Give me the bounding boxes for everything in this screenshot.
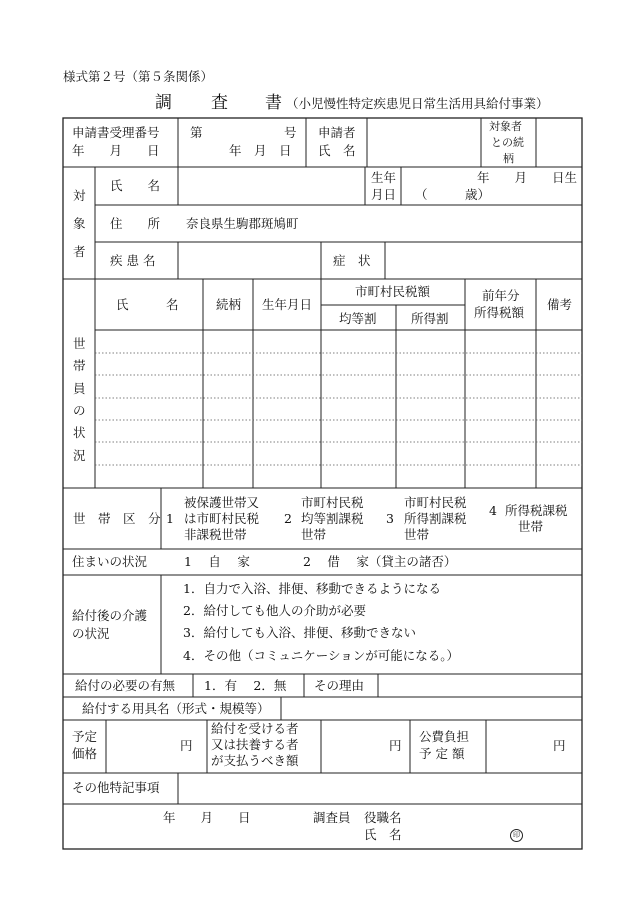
class-opt1-line2: は市町村民税 [184, 511, 260, 526]
item-name-label: 給付する用具名（形式・規模等） [82, 701, 270, 716]
household-side-3: 員 [73, 381, 86, 396]
housing-label: 住まいの状況 [72, 554, 148, 569]
housing-opt-own: 1 自 家 [184, 554, 250, 569]
household-side-6: 況 [73, 448, 86, 463]
class-num-1: 1 [166, 511, 174, 526]
class-num-4: 4 [489, 503, 497, 518]
household-side-5: 状 [73, 425, 86, 440]
symptom-label: 症 状 [333, 253, 371, 268]
class-opt3-line2: 所得割課税 [404, 511, 467, 526]
class-opt4-line2: 世帯 [518, 519, 544, 534]
care-item-4: 4．その他（コミュニケーションが可能になる。） [183, 648, 459, 663]
investigator-name-label: 氏 名 [364, 827, 402, 842]
payer-label-2: 又は扶養する者 [211, 737, 299, 752]
price-yen-3: 円 [553, 738, 566, 753]
receipt-dai: 第 [190, 125, 203, 140]
price-label-2: 価格 [72, 746, 98, 761]
necessity-reason-label: その理由 [314, 678, 365, 693]
relation-label-3: 柄 [503, 152, 514, 165]
position-label: 役職名 [364, 810, 402, 825]
care-label-2: の状況 [72, 626, 110, 641]
price-label-1: 予定 [72, 729, 98, 744]
applicant-label: 申請者 [318, 125, 356, 140]
payer-label-1: 給付を受ける者 [211, 721, 299, 736]
investigator-label: 調査員 [313, 810, 351, 825]
household-side-2: 帯 [73, 358, 86, 373]
price-yen-1: 円 [180, 738, 193, 753]
col-equal: 均等割 [339, 311, 377, 326]
birth-label-1: 生年 [371, 170, 397, 185]
col-name: 氏 名 [116, 297, 179, 312]
receipt-go: 号 [284, 125, 297, 140]
relation-label-1: 対象者 [489, 120, 522, 133]
receipt-date: 年 月 日 [229, 143, 292, 158]
class-opt4-line1: 所得税課税 [505, 503, 568, 518]
care-item-1: 1．自力で入浴、排便、移動できるようになる [183, 581, 441, 596]
col-birth: 生年月日 [262, 297, 313, 312]
class-opt3-line1: 市町村民税 [404, 495, 467, 510]
form-number: 様式第２号（第５条関係） [63, 69, 214, 84]
col-note: 備考 [547, 297, 573, 312]
class-num-2: 2 [284, 511, 292, 526]
title-char-1: 調 [155, 93, 172, 113]
birth-ymd: 年 月 日生 [477, 170, 578, 185]
footer-date: 年 月 日 [163, 810, 251, 825]
address-value: 奈良県生駒郡斑鳩町 [186, 216, 299, 231]
receipt-date-label: 年 月 日 [72, 143, 160, 158]
relation-label-2: との続 [491, 136, 524, 149]
col-relation: 続柄 [216, 297, 242, 312]
necessity-label: 給付の必要の有無 [75, 678, 176, 693]
subject-age: （ 歳） [415, 187, 491, 202]
col-income: 所得割 [411, 311, 449, 326]
public-label-2: 予 定 額 [419, 746, 465, 761]
address-label: 住 所 [110, 216, 161, 231]
disease-label: 疾 患 名 [110, 253, 156, 268]
form-subtitle: （小児慢性特定疾患児日常生活用具給付事業） [286, 96, 549, 111]
title-char-2: 査 [211, 93, 228, 113]
household-side-4: の [73, 403, 86, 418]
class-num-3: 3 [386, 511, 394, 526]
class-opt2-line2: 均等割課税 [301, 511, 364, 526]
receipt-label: 申請書受理番号 [72, 125, 160, 140]
col-prev-1: 前年分 [482, 288, 520, 303]
subject-name-label: 氏 名 [110, 178, 161, 193]
other-notes-label: その他特記事項 [72, 780, 160, 795]
class-opt2-line1: 市町村民税 [301, 495, 364, 510]
public-label-1: 公費負担 [419, 729, 470, 744]
care-item-2: 2．給付しても他人の介助が必要 [183, 603, 366, 618]
applicant-name-label: 氏 名 [318, 143, 356, 158]
care-item-3: 3．給付しても入浴、排便、移動できない [183, 625, 416, 640]
subject-side-3: 者 [73, 244, 86, 259]
household-side-1: 世 [73, 336, 86, 351]
class-opt2-line3: 世帯 [301, 527, 327, 542]
necessity-options: 1．有 2．無 [204, 678, 287, 693]
class-opt1-line1: 被保護世帯又 [184, 495, 260, 510]
household-class-label: 世 帯 区 分 [73, 511, 161, 526]
col-prev-2: 所得税額 [474, 305, 525, 320]
subject-side-2: 象 [73, 216, 86, 231]
title-char-3: 書 [265, 93, 282, 113]
col-tax: 市町村民税額 [355, 284, 431, 299]
seal-icon: 印 [510, 829, 523, 842]
class-opt1-line3: 非課税世帯 [184, 527, 247, 542]
birth-label-2: 月日 [371, 187, 397, 202]
class-opt3-line3: 世帯 [404, 527, 430, 542]
payer-label-3: が支払うべき額 [211, 753, 299, 768]
housing-opt-rent: 2 借 家（貸主の諸否） [303, 554, 457, 569]
subject-side-1: 対 [73, 188, 86, 203]
care-label-1: 給付後の介護 [72, 608, 148, 623]
price-yen-2: 円 [389, 738, 402, 753]
